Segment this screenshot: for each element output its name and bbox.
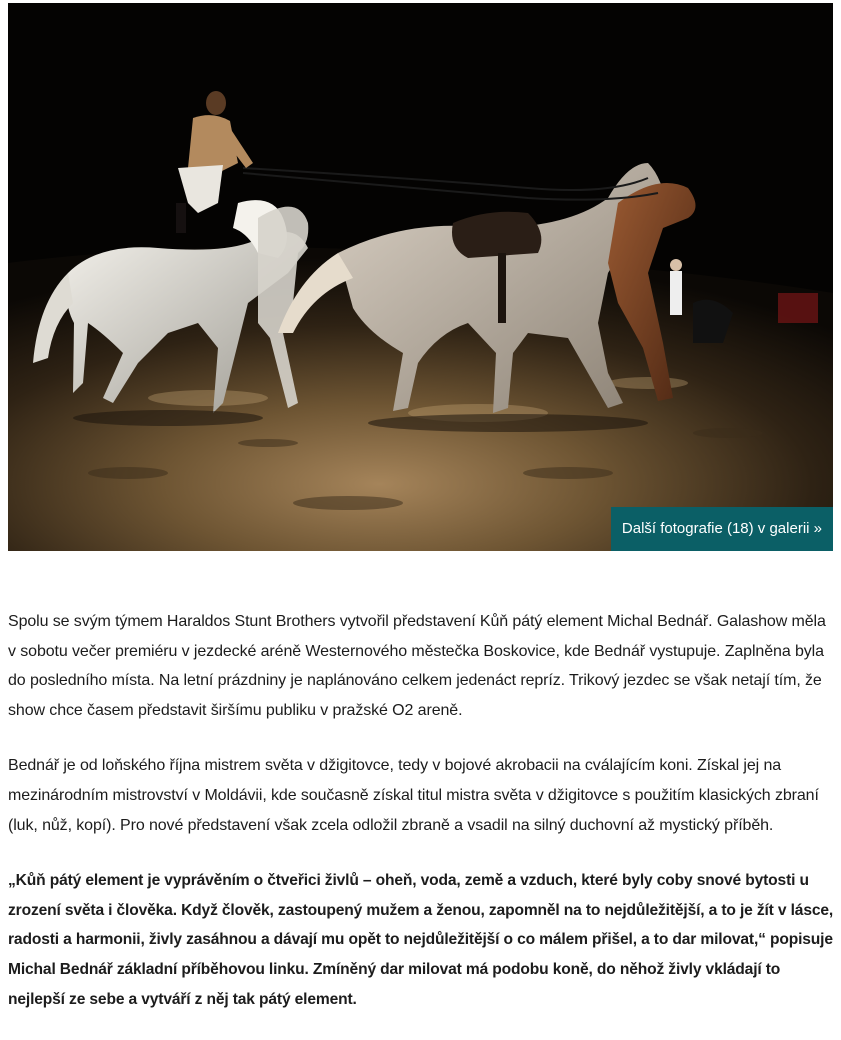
gallery-link[interactable]: Další fotografie (18) v galerii » (611, 507, 833, 551)
article-paragraph: Bednář je od loňského října mistrem světa v džigitovce, tedy v bojové akrobacii na cválajícím koni. Získal jej na mezinárodním mistrovství v Moldávii, kde současně získal titul mistra světa v džigitovce s použitím klasických zbraní (luk, nůž, kopí). Pro nové představení však zcela odložil zbraně a vsadil na silný duchovní až mystický příběh. (8, 757, 819, 834)
article-body (8, 607, 834, 1040)
horse-show-photo (8, 3, 833, 551)
article-quote-paragraph: „Kůň pátý element je vyprávěním o čtveřici živlů – oheň, voda, země a vzduch, které byly coby snové bytosti u zrození světa i člověka. Když člověk, zastoupený mužem a ženou, zapomněl na to nejdůležitější, a to je žít v lásce, radosti a harmonii, živly zasáhnou a dávají mu opět to nejdůležitější o co málem přišel, a to dar milovat,“ popisuje Michal Bednář základní příběhovou linku. Zmíněný dar milovat má podobu koně, do něhož živly vkládají to nejlepší ze sebe a vytváří z něj tak pátý element. (8, 872, 834, 1008)
article-photo[interactable] (8, 3, 833, 551)
article-paragraph: Spolu se svým týmem Haraldos Stunt Brothers vytvořil představení Kůň pátý element Michal Bednář. Galashow měla v sobotu večer premiéru v jezdecké aréně Westernového městečka Boskovice, kde Bednář vystupuje. Zaplněna byla do posledního místa. Na letní prázdniny je naplánováno celkem jedenáct repríz. Trikový jezdec se však netají tím, že show chce časem představit širšímu publiku v pražské O2 areně. (8, 613, 826, 719)
